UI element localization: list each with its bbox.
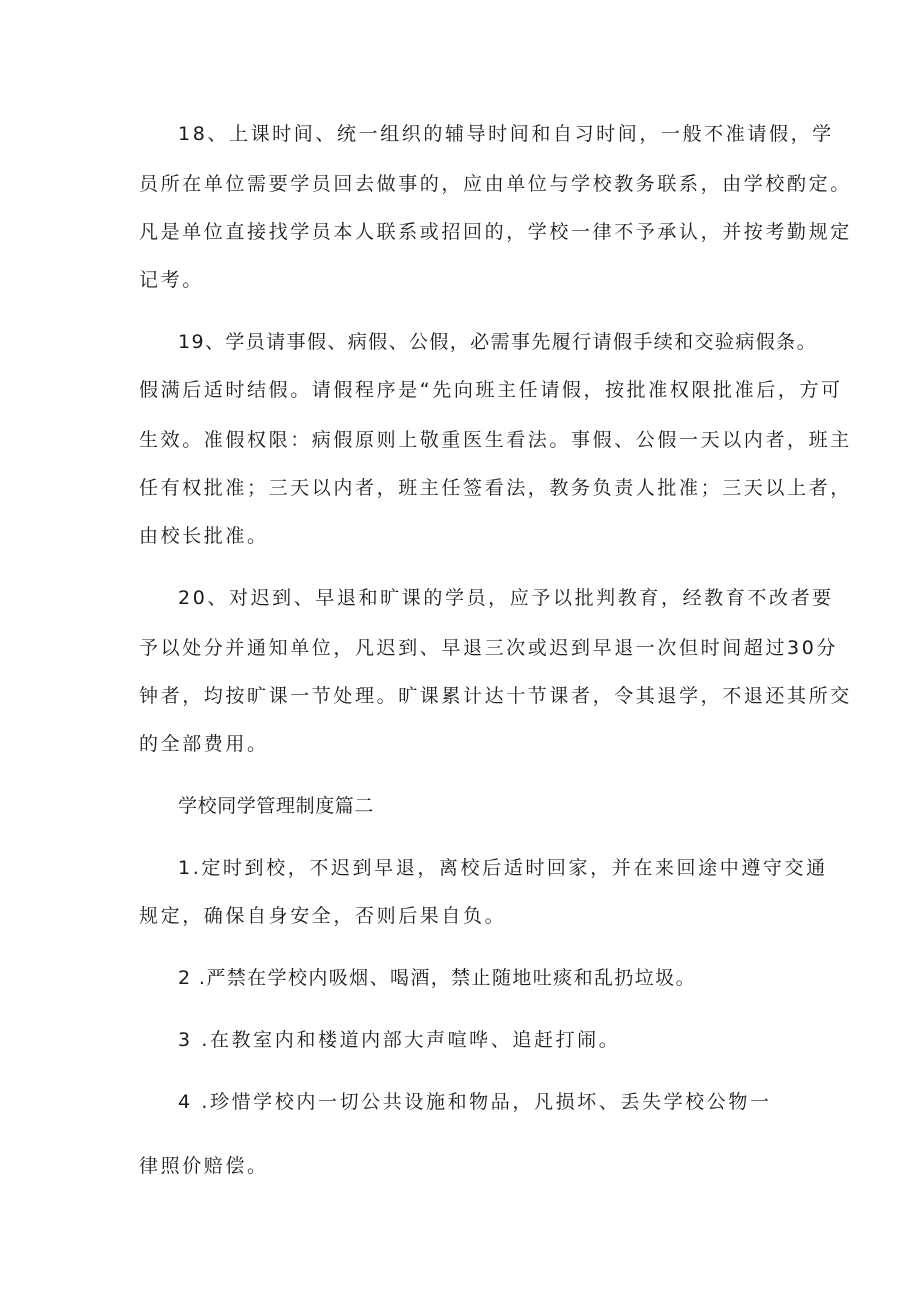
paragraph-20-line-1: 20、对迟到、早退和旷课的学员，应予以批判教育，经教育不改者要 — [178, 587, 834, 609]
paragraph-19-line-3: 生效。准假权限：病假原则上敬重医生看法。事假、公假一天以内者，班主 — [139, 429, 852, 451]
rule-1-line-2: 规定，确保自身安全，否则后果自负。 — [139, 905, 507, 927]
paragraph-19-line-2: 假满后适时结假。请假程序是“先向班主任请假，按批准权限批准后，方可 — [139, 379, 843, 401]
rule-2-line: 2 .严禁在学校内吸烟、喝酒，禁止随地吐痰和乱扔垃圾。 — [178, 967, 696, 989]
paragraph-19-line-1: 19、学员请事假、病假、公假，必需事先履行请假手续和交验病假条。 — [178, 331, 817, 353]
rule-4-line-1: 4 .珍惜学校内一切公共设施和物品，凡损坏、丢失学校公物一 — [178, 1091, 772, 1113]
paragraph-20-line-4: 的全部费用。 — [139, 733, 269, 755]
paragraph-19-line-5: 由校长批准。 — [139, 525, 269, 547]
paragraph-20-line-2: 予以处分并通知单位，凡迟到、早退三次或迟到早退一次但时间超过30分 — [139, 637, 838, 659]
rule-3-line: 3 .在教室内和楼道内部大声喧哗、追赶打闹。 — [178, 1029, 621, 1051]
rule-1-line-1: 1.定时到校，不迟到早退，离校后适时回家，并在来回途中遵守交通 — [178, 857, 828, 879]
section-heading: 学校同学管理制度篇二 — [178, 795, 375, 817]
paragraph-18-line-4: 记考。 — [139, 269, 204, 291]
paragraph-18-line-2: 员所在单位需要学员回去做事的，应由单位与学校教务联系，由学校酌定。 — [139, 173, 852, 195]
paragraph-18-line-3: 凡是单位直接找学员本人联系或招回的，学校一律不予承认，并按考勤规定 — [139, 221, 852, 243]
paragraph-19-line-4: 任有权批准；三天以内者，班主任签看法，教务负责人批准；三天以上者， — [139, 477, 852, 499]
rule-4-line-2: 律照价赔偿。 — [139, 1155, 269, 1177]
paragraph-20-line-3: 钟者，均按旷课一节处理。旷课累计达十节课者，令其退学，不退还其所交 — [139, 685, 852, 707]
paragraph-18-line-1: 18、上课时间、统一组织的辅导时间和自习时间，一般不准请假，学 — [178, 123, 834, 145]
